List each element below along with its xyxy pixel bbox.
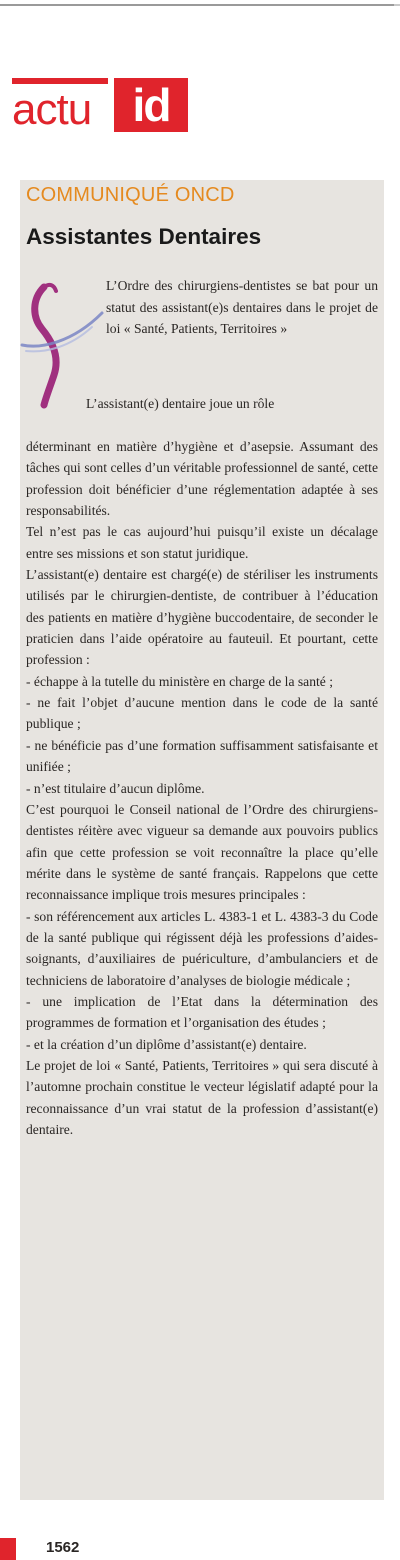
list-item: - échappe à la tutelle du ministère en charge de la santé ; (26, 673, 333, 689)
list-item: - ne fait l’objet d’aucune mention dans le code de la santé publique ; (26, 695, 378, 732)
article-headline: Assistantes Dentaires (26, 224, 262, 249)
paragraph: C’est pourquoi le Conseil national de l’Ordre des chirurgiens-dentistes réitère avec vigueur sa demande aux pouvoirs publics afin que cette profession se voit reconnaître la place qu’elle mérite dans le système de santé français. Rappelons que cette reconnaissance implique trois mesures principales : (26, 801, 378, 903)
top-rule (0, 4, 400, 6)
article-intro: L’Ordre des chirurgiens-dentistes se bat pour un statut des assistant(e)s dentaires dans le projet de loi « Santé, Patients, Territoires » (106, 278, 378, 336)
list-item: - une implication de l’Etat dans la détermination des programmes de formation et l’organisation des études ; (26, 993, 378, 1031)
footer-red-mark (0, 1538, 16, 1560)
list-item: - son référencement aux articles L. 4383-1 et L. 4383-3 du Code de la santé publique qui régissent déjà les professions d’aides-soignants, d’auxiliaires de puériculture, d’ambulanciers et de techniciens de laboratoire d’analyses de biologie médicale ; (26, 908, 378, 988)
article-kicker: COMMUNIQUÉ ONCD (26, 184, 235, 206)
list-item: - n’est titulaire d’aucun diplôme. (26, 780, 205, 796)
list-item: - ne bénéficie pas d’une formation suffisamment satisfaisante et unifiée ; (26, 737, 378, 775)
list-item: - et la création d’un diplôme d’assistant(e) dentaire. (26, 1036, 307, 1052)
paragraph: déterminant en matière d’hygiène et d’asepsie. Assumant des tâches qui sont celles d’un véritable professionnel de santé, cette profession doit bénéficier d’une réglementation adaptée à ses responsabilités. (26, 439, 378, 519)
article-lead-start: L’assistant(e) dentaire joue un rôle (86, 396, 275, 411)
logo-actu: actu (12, 85, 92, 134)
article-box (20, 180, 384, 1500)
logo-id: id (114, 78, 188, 132)
decorative-swirl-icon (20, 275, 110, 410)
paragraph: L’assistant(e) dentaire est chargé(e) de stériliser les instruments utilisés par le chirurgien-dentiste, de contribuer à l’éducation des patients en matière d’hygiène buccodentaire, de seconder le praticien dans l’aide opératoire au fauteuil. Et pourtant, cette profession : (26, 567, 378, 668)
article-body (26, 436, 378, 1140)
page-number: 1562 (46, 1539, 80, 1556)
paragraph: Tel n’est pas le cas aujourd’hui puisqu’il existe un décalage entre ses missions et son statut juridique. (26, 524, 378, 561)
logo-bar (12, 78, 108, 84)
paragraph: Le projet de loi « Santé, Patients, Territoires » qui sera discuté à l’automne prochain constitue le vecteur législatif adapté pour la reconnaissance d’un vrai statut de la profession d’assistant(e) dentaire. (26, 1057, 378, 1137)
